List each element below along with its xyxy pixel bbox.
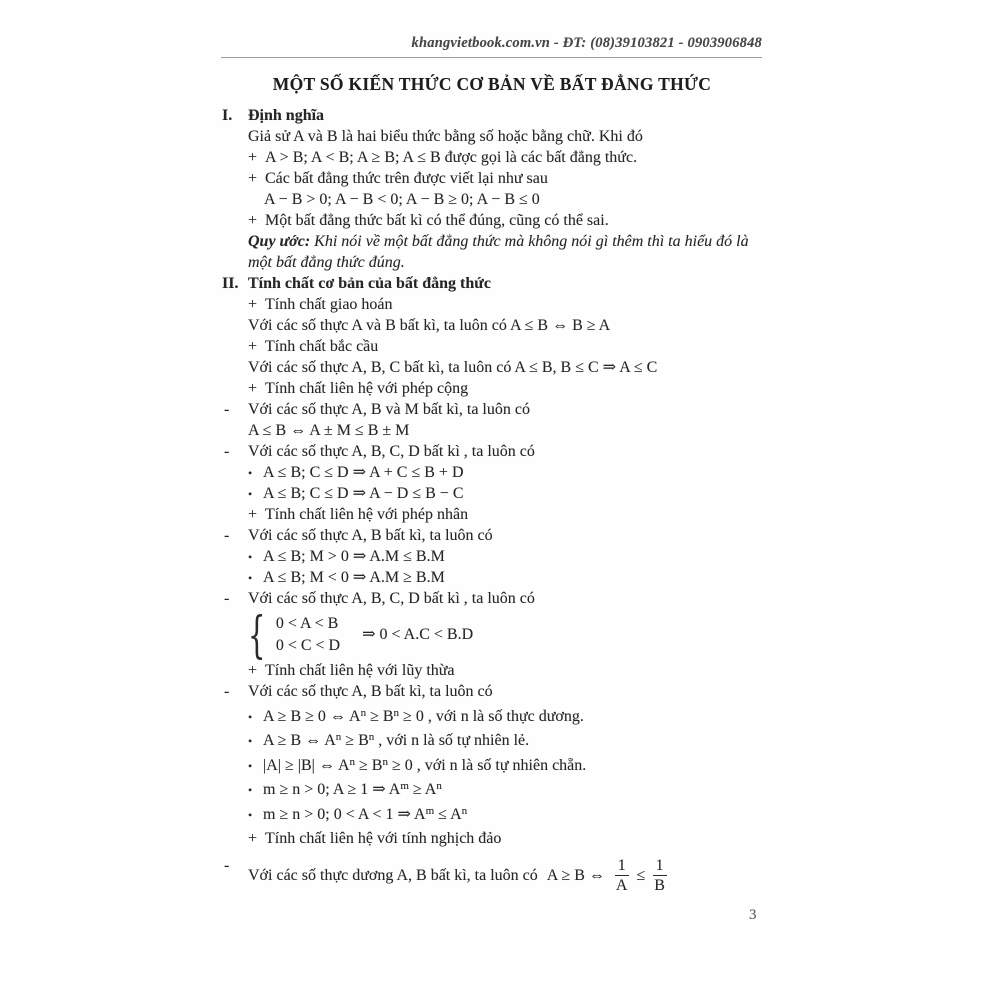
text-segment: m ≥ n > 0; 0 < A < 1 ⇒ A xyxy=(263,805,426,823)
text-segment: Định nghĩa xyxy=(248,107,325,124)
text-segment: ≥ B xyxy=(366,707,394,725)
line-marker: + xyxy=(248,380,258,397)
document-line xyxy=(222,442,774,462)
line-marker: • xyxy=(248,734,253,748)
line-text xyxy=(265,211,774,231)
document-line xyxy=(222,211,774,231)
document-line xyxy=(222,707,774,727)
document-line xyxy=(222,568,774,588)
inequality-system xyxy=(222,606,774,664)
line-text xyxy=(264,190,774,210)
system-rows xyxy=(276,613,340,657)
line-marker: • xyxy=(248,466,253,480)
line-text xyxy=(265,379,774,399)
line-marker: - xyxy=(224,683,230,700)
text-segment: A ≤ B; M > 0 ⇒ A.M ≤ B.M xyxy=(263,548,445,565)
line-text xyxy=(263,484,774,504)
line-text xyxy=(248,856,774,895)
line-marker: • xyxy=(248,709,253,724)
superscript-exponent: m xyxy=(425,804,435,817)
superscript-exponent: n xyxy=(368,731,375,743)
text-segment: ≥ 0 , với n là số thực dương. xyxy=(399,707,584,725)
line-text xyxy=(265,829,774,849)
text-segment: A ≥ B ≥ 0 ⇔ A xyxy=(263,707,361,725)
text-segment: ≥ B xyxy=(341,732,369,749)
text-segment: m ≥ n > 0; A ≥ 1 ⇒ A xyxy=(263,781,401,798)
line-text xyxy=(248,316,774,336)
line-marker: II. xyxy=(222,275,239,292)
line-marker: + xyxy=(248,149,258,166)
text-segment: Khi nói về một bất đẳng thức mà không nói gì thêm thì ta hiểu đó là xyxy=(310,233,749,250)
line-marker: - xyxy=(224,857,230,874)
text-segment: Tính chất liên hệ với tính nghịch đảo xyxy=(265,830,502,847)
line-text xyxy=(248,400,774,420)
text-segment: , với n là số tự nhiên lẻ. xyxy=(374,732,530,749)
line-marker: • xyxy=(248,758,253,773)
line-text xyxy=(248,421,774,441)
math-expression: A ≥ B ⇔ xyxy=(546,866,609,884)
line-text xyxy=(248,589,774,609)
document-line xyxy=(222,731,774,751)
document-line xyxy=(222,148,774,168)
line-text xyxy=(248,232,774,252)
text-segment: A ≤ B; M < 0 ⇒ A.M ≥ B.M xyxy=(263,569,445,586)
fraction-denominator: A xyxy=(615,877,628,894)
document-line xyxy=(222,829,774,849)
text-segment: ≥ B xyxy=(355,756,383,774)
line-text xyxy=(263,756,774,776)
superscript-exponent: n xyxy=(393,706,400,719)
reciprocal-property-line xyxy=(222,856,774,895)
line-marker: • xyxy=(248,807,253,822)
line-text xyxy=(248,106,774,126)
superscript-exponent: m xyxy=(400,780,409,792)
document-line xyxy=(222,232,774,252)
superscript-exponent: n xyxy=(436,780,442,792)
page-title: MỘT SỐ KIẾN THỨC CƠ BẢN VỀ BẤT ĐẲNG THỨC xyxy=(272,74,712,94)
text-segment: ≤ A xyxy=(434,805,462,823)
fraction xyxy=(651,856,668,895)
section-heading-tinh-chat xyxy=(222,274,774,294)
left-brace: { xyxy=(248,606,266,664)
header-rule xyxy=(221,57,762,58)
document-line xyxy=(222,169,774,189)
document-line xyxy=(222,589,774,609)
line-marker: - xyxy=(224,443,230,460)
document-line xyxy=(222,682,774,702)
text-segment: A > B; A < B; A ≥ B; A ≤ B được gọi là các bất đẳng thức. xyxy=(265,149,638,166)
line-text xyxy=(248,442,774,462)
text-segment: ≥ 0 , với n là số tự nhiên chẵn. xyxy=(387,756,587,774)
superscript-exponent: n xyxy=(349,755,355,768)
document-line xyxy=(222,253,774,273)
line-marker: • xyxy=(248,487,253,501)
line-marker: + xyxy=(248,338,258,355)
text-segment: Tính chất liên hệ với phép nhân xyxy=(265,506,469,523)
line-marker: + xyxy=(248,662,258,679)
line-text: Với các số thực dương A, B bất kì, ta luôn có xyxy=(248,866,538,884)
superscript-exponent: n xyxy=(461,804,468,817)
text-segment: A ≥ B ⇔ A xyxy=(263,732,336,749)
superscript-exponent: n xyxy=(382,755,388,768)
document-line xyxy=(222,780,774,800)
line-marker: - xyxy=(224,527,230,544)
line-text xyxy=(248,253,774,273)
document-line xyxy=(222,316,774,336)
line-marker: • xyxy=(248,783,253,797)
document-line xyxy=(222,127,774,147)
line-text xyxy=(265,169,774,189)
text-segment: ≥ A xyxy=(408,781,437,798)
line-marker: + xyxy=(248,170,258,187)
line-marker: + xyxy=(248,212,258,229)
line-marker: + xyxy=(248,830,258,847)
line-text xyxy=(265,337,774,357)
text-segment: Với các số thực A, B, C bất kì, ta luôn có A ≤ B, B ≤ C ⇒ A ≤ C xyxy=(248,359,658,376)
document-line xyxy=(222,661,774,681)
document-line xyxy=(222,379,774,399)
line-text xyxy=(265,148,774,168)
line-text xyxy=(265,505,774,525)
text-segment: Tính chất liên hệ với lũy thừa xyxy=(265,662,455,679)
text-segment: Tính chất bắc cầu xyxy=(265,338,379,355)
superscript-exponent: n xyxy=(360,706,367,719)
text-segment: Quy ước: xyxy=(248,233,311,250)
document-line xyxy=(222,295,774,315)
line-text xyxy=(248,127,774,147)
document-content xyxy=(222,105,774,896)
relation-symbol: ≤ xyxy=(636,866,646,884)
line-text xyxy=(263,731,774,751)
line-text xyxy=(263,568,774,588)
document-line xyxy=(222,484,774,504)
text-segment: Với các số thực A, B bất kì, ta luôn có xyxy=(248,527,493,544)
text-segment: Tính chất liên hệ với phép cộng xyxy=(265,380,469,397)
line-marker: - xyxy=(224,401,230,418)
text-segment: A − B > 0; A − B < 0; A − B ≥ 0; A − B ≤ 0 xyxy=(264,191,540,208)
document-line xyxy=(222,526,774,546)
line-marker: - xyxy=(224,590,230,607)
line-marker: + xyxy=(248,506,258,523)
text-segment: Một bất đẳng thức bất kì có thể đúng, cũng có thể sai. xyxy=(265,212,609,229)
text-segment: |A| ≥ |B| ⇔ A xyxy=(263,756,350,774)
text-segment: Các bất đẳng thức trên được viết lại như sau xyxy=(265,170,548,187)
text-segment: A ≤ B ⇔ A ± M ≤ B ± M xyxy=(248,422,410,439)
page-number: 3 xyxy=(749,907,757,923)
line-text xyxy=(248,526,774,546)
line-text xyxy=(248,358,774,378)
line-text xyxy=(263,463,774,483)
document-line xyxy=(222,805,774,825)
text-segment: A ≤ B; C ≤ D ⇒ A + C ≤ B + D xyxy=(263,464,464,481)
fraction-denominator: B xyxy=(654,877,665,894)
document-line xyxy=(222,400,774,420)
document-line xyxy=(222,358,774,378)
fraction-numerator: 1 xyxy=(653,856,667,876)
text-segment: một bất đẳng thức đúng. xyxy=(248,254,405,271)
line-text xyxy=(263,547,774,567)
text-segment: Với các số thực A, B bất kì, ta luôn có xyxy=(248,683,493,700)
document-line xyxy=(222,756,774,776)
fraction xyxy=(613,856,631,895)
text-segment: Tính chất giao hoán xyxy=(265,296,393,313)
text-segment: Giả sử A và B là hai biểu thức bằng số hoặc bằng chữ. Khi đó xyxy=(248,128,643,145)
page-header xyxy=(222,35,762,52)
system-conclusion: ⇒ 0 < A.C < B.D xyxy=(362,626,474,643)
line-marker: • xyxy=(248,550,253,564)
line-text xyxy=(265,661,774,681)
text-segment: Tính chất cơ bản của bất đẳng thức xyxy=(248,275,491,292)
document-line xyxy=(222,505,774,525)
line-text xyxy=(265,295,774,315)
line-text xyxy=(248,606,474,664)
document-line xyxy=(222,547,774,567)
header-website-phone: khangvietbook.com.vn - ĐT: (08)39103821 - 0903906848 xyxy=(411,35,762,51)
line-text xyxy=(263,707,774,727)
section-heading-dinh-nghia xyxy=(222,106,774,126)
superscript-exponent: n xyxy=(335,731,342,743)
system-row: 0 < A < B xyxy=(275,615,339,632)
line-marker: + xyxy=(248,296,258,313)
system-row: 0 < C < D xyxy=(275,637,341,654)
document-line xyxy=(222,463,774,483)
text-segment: Với các số thực A, B, C, D bất kì , ta luôn có xyxy=(248,590,535,607)
text-segment: Với các số thực A và B bất kì, ta luôn có A ≤ B ⇔ B ≥ A xyxy=(248,317,611,334)
fraction-numerator: 1 xyxy=(615,856,629,876)
line-text xyxy=(263,780,774,800)
document-line xyxy=(222,337,774,357)
document-line xyxy=(222,190,774,210)
text-segment: Với các số thực A, B và M bất kì, ta luôn có xyxy=(248,401,530,418)
line-marker: I. xyxy=(222,107,233,124)
line-text xyxy=(263,805,774,825)
line-marker: • xyxy=(248,571,253,585)
line-text xyxy=(248,274,774,294)
document-line xyxy=(222,421,774,441)
text-segment: Với các số thực A, B, C, D bất kì , ta luôn có xyxy=(248,443,535,460)
text-segment: A ≤ B; C ≤ D ⇒ A − D ≤ B − C xyxy=(263,485,464,502)
line-text xyxy=(248,682,774,702)
